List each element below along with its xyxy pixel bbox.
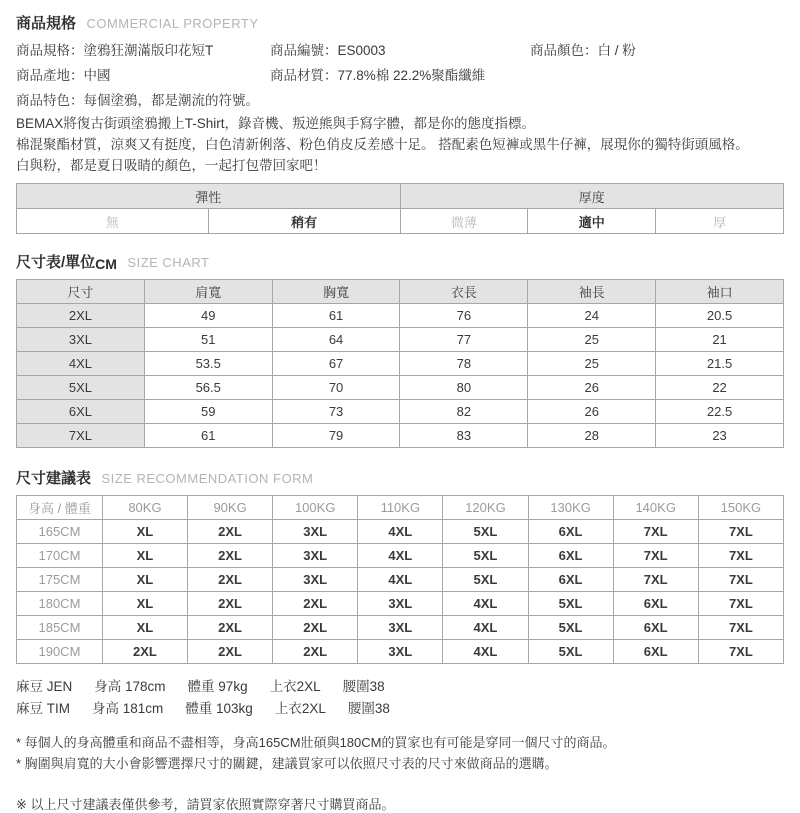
recommendation-header-row [17,496,784,520]
table-cell: 2XL [188,544,273,568]
product-code-label: 商品編號： [270,43,338,58]
table-cell: 2XL [273,592,358,616]
model-height: 身高 178cm [94,679,166,694]
section-subtitle-size-chart: SIZE CHART [127,255,210,270]
product-material-field [270,63,784,88]
model-info-tim [16,698,784,720]
model-weight: 體重 103kg [185,701,253,716]
model-weight: 體重 97kg [187,679,248,694]
size-chart-unit: CM [95,256,117,272]
table-row [17,376,784,400]
product-feature-field [16,88,784,113]
notes-block [16,732,784,774]
row-header-cell: 185CM [17,616,103,640]
header-cell: 130KG [528,496,613,520]
row-header-cell: 7XL [17,424,145,448]
table-cell: 21 [656,328,784,352]
table-cell: 78 [400,352,528,376]
table-cell: 61 [272,304,400,328]
product-origin-label: 商品產地： [16,68,84,83]
description-line: 白與粉，都是夏日吸睛的顏色，一起打包帶回家吧！ [16,158,327,173]
section-header-size-chart [16,251,784,274]
product-material-label: 商品材質： [270,68,338,83]
header-cell: 80KG [102,496,187,520]
table-cell: 5XL [443,544,528,568]
product-info-row-3 [16,88,784,113]
header-cell: 肩寬 [144,280,272,304]
table-cell: 51 [144,328,272,352]
product-spec-field [16,38,270,63]
table-cell: 76 [400,304,528,328]
row-header-cell: 175CM [17,568,103,592]
table-cell: XL [102,568,187,592]
table-cell: 4XL [443,592,528,616]
table-cell: 2XL [188,520,273,544]
row-header-cell: 165CM [17,520,103,544]
model-info-jen [16,676,784,698]
table-cell: 59 [144,400,272,424]
product-info-row-2 [16,63,784,88]
table-cell: 7XL [698,640,783,664]
table-cell: 2XL [273,616,358,640]
header-cell: 衣長 [400,280,528,304]
table-cell: 5XL [443,520,528,544]
table-cell: 56.5 [144,376,272,400]
table-cell: 82 [400,400,528,424]
table-cell: 80 [400,376,528,400]
table-row [17,352,784,376]
header-cell: 袖長 [528,280,656,304]
header-cell: 胸寬 [272,280,400,304]
model-height: 身高 181cm [92,701,164,716]
table-cell: 4XL [358,520,443,544]
table-cell: 67 [272,352,400,376]
thickness-option-thick: 厚 [656,209,784,234]
table-cell: 6XL [613,640,698,664]
table-cell: 7XL [613,568,698,592]
row-header-cell: 3XL [17,328,145,352]
row-header-cell: 4XL [17,352,145,376]
table-cell: 26 [528,376,656,400]
table-cell: 77 [400,328,528,352]
header-cell: 尺寸 [17,280,145,304]
section-title-product-spec: 商品規格 [16,15,77,32]
table-cell: 7XL [698,544,783,568]
header-cell: 90KG [188,496,273,520]
size-chart-header-row [17,280,784,304]
header-cell: 120KG [443,496,528,520]
table-row [17,304,784,328]
note-line: * 每個人的身高體重和商品不盡相等，身高165CM壯碩與180CM的買家也有可能是穿同一個尺寸的商品。 [16,735,616,750]
table-cell: 2XL [102,640,187,664]
product-spec-label: 商品規格： [16,43,84,58]
description-line: 棉混聚酯材質，涼爽又有挺度，白色清新俐落、粉色俏皮反差感十足。 搭配素色短褲或黑牛仔褲，展現你的獨特街頭風格。 [16,137,749,152]
model-waist: 腰圍38 [347,701,390,716]
table-cell: 3XL [273,544,358,568]
product-material-value: 77.8%棉 22.2%聚酯纖維 [337,68,486,83]
header-cell: 150KG [698,496,783,520]
table-cell: 22 [656,376,784,400]
table-cell: XL [102,520,187,544]
table-cell: 2XL [188,640,273,664]
row-header-cell: 2XL [17,304,145,328]
table-cell: 2XL [188,592,273,616]
header-cell: 袖口 [656,280,784,304]
table-cell: 3XL [273,520,358,544]
table-cell: 4XL [358,568,443,592]
attribute-value-row [17,209,784,234]
table-cell: 28 [528,424,656,448]
table-cell: 4XL [358,544,443,568]
table-cell: 20.5 [656,304,784,328]
product-color-label: 商品顏色： [530,43,598,58]
table-cell: 5XL [528,616,613,640]
table-cell: 83 [400,424,528,448]
product-spec-value: 塗鴉狂潮滿版印花短T [83,43,214,58]
product-code-value: ES0003 [337,43,386,58]
table-cell: XL [102,616,187,640]
table-cell: 3XL [358,616,443,640]
table-cell: 4XL [443,640,528,664]
table-cell: 2XL [273,640,358,664]
table-cell: 25 [528,328,656,352]
product-info-row-1 [16,38,784,63]
table-cell: 7XL [613,544,698,568]
model-top-size: 上衣2XL [269,679,321,694]
model-top-size: 上衣2XL [274,701,326,716]
table-cell: 6XL [528,568,613,592]
model-info-block [16,676,784,720]
corner-header-cell: 身高 / 體重 [17,496,103,520]
table-cell: 6XL [528,544,613,568]
elasticity-thickness-table [16,183,784,234]
table-cell: 21.5 [656,352,784,376]
table-cell: 5XL [528,592,613,616]
table-cell: XL [102,544,187,568]
attribute-header-row [17,184,784,209]
size-chart-table [16,279,784,448]
size-recommendation-table [16,495,784,664]
table-row [17,424,784,448]
table-cell: 7XL [698,592,783,616]
product-color-field [530,38,784,63]
table-cell: 5XL [443,568,528,592]
thickness-option-thin: 微薄 [400,209,528,234]
table-cell: 3XL [273,568,358,592]
table-row [17,568,784,592]
elasticity-option-none: 無 [17,209,209,234]
description-line: BEMAX將復古街頭塗鴉搬上T-Shirt，錄音機、叛逆熊與手寫字體，都是你的態度指標。 [16,116,536,131]
section-header-product-spec [16,13,784,35]
table-row [17,544,784,568]
table-cell: XL [102,592,187,616]
row-header-cell: 180CM [17,592,103,616]
table-cell: 7XL [698,520,783,544]
note-line: * 胸圍與肩寬的大小會影響選擇尺寸的關鍵，建議買家可以依照尺寸表的尺寸來做商品的選購。 [16,756,558,771]
table-cell: 49 [144,304,272,328]
table-cell: 70 [272,376,400,400]
table-row [17,592,784,616]
table-cell: 26 [528,400,656,424]
product-description [16,113,784,176]
header-cell: 110KG [358,496,443,520]
table-cell: 7XL [613,520,698,544]
table-cell: 64 [272,328,400,352]
thickness-header-cell: 厚度 [400,184,784,209]
table-cell: 73 [272,400,400,424]
table-cell: 79 [272,424,400,448]
section-subtitle-product-spec: COMMERCIAL PROPERTY [86,16,259,31]
row-header-cell: 170CM [17,544,103,568]
table-cell: 25 [528,352,656,376]
section-title-size-recommendation: 尺寸建議表 [16,470,92,487]
table-cell: 7XL [698,616,783,640]
table-cell: 2XL [188,568,273,592]
table-cell: 3XL [358,592,443,616]
table-cell: 5XL [528,640,613,664]
section-title-size-chart: 尺寸表/單位 [16,254,96,271]
header-cell: 140KG [613,496,698,520]
elasticity-option-slight: 稍有 [208,209,400,234]
product-color-value: 白 / 粉 [597,43,636,58]
table-cell: 3XL [358,640,443,664]
table-row [17,520,784,544]
table-cell: 53.5 [144,352,272,376]
product-code-field [270,38,530,63]
model-name: 麻豆 TIM [16,701,70,716]
table-cell: 7XL [698,568,783,592]
section-subtitle-size-recommendation: SIZE RECOMMENDATION FORM [101,471,314,486]
disclaimer-line: ※ 以上尺寸建議表僅供參考，請買家依照實際穿著尺寸購買商品。 [16,797,395,812]
table-row [17,328,784,352]
table-cell: 6XL [613,592,698,616]
product-feature-value: 每個塗鴉，都是潮流的符號。 [83,93,259,108]
table-cell: 23 [656,424,784,448]
table-row [17,400,784,424]
product-feature-label: 商品特色： [16,93,84,108]
table-cell: 6XL [528,520,613,544]
product-origin-field [16,63,270,88]
header-cell: 100KG [273,496,358,520]
thickness-option-medium: 適中 [528,209,656,234]
table-cell: 61 [144,424,272,448]
row-header-cell: 190CM [17,640,103,664]
model-name: 麻豆 JEN [16,679,73,694]
table-row [17,616,784,640]
elasticity-header-cell: 彈性 [17,184,401,209]
product-origin-value: 中國 [83,68,111,83]
table-cell: 2XL [188,616,273,640]
table-cell: 24 [528,304,656,328]
row-header-cell: 6XL [17,400,145,424]
model-waist: 腰圍38 [342,679,385,694]
row-header-cell: 5XL [17,376,145,400]
table-cell: 22.5 [656,400,784,424]
section-header-size-recommendation [16,468,784,490]
table-row [17,640,784,664]
table-cell: 4XL [443,616,528,640]
table-cell: 6XL [613,616,698,640]
